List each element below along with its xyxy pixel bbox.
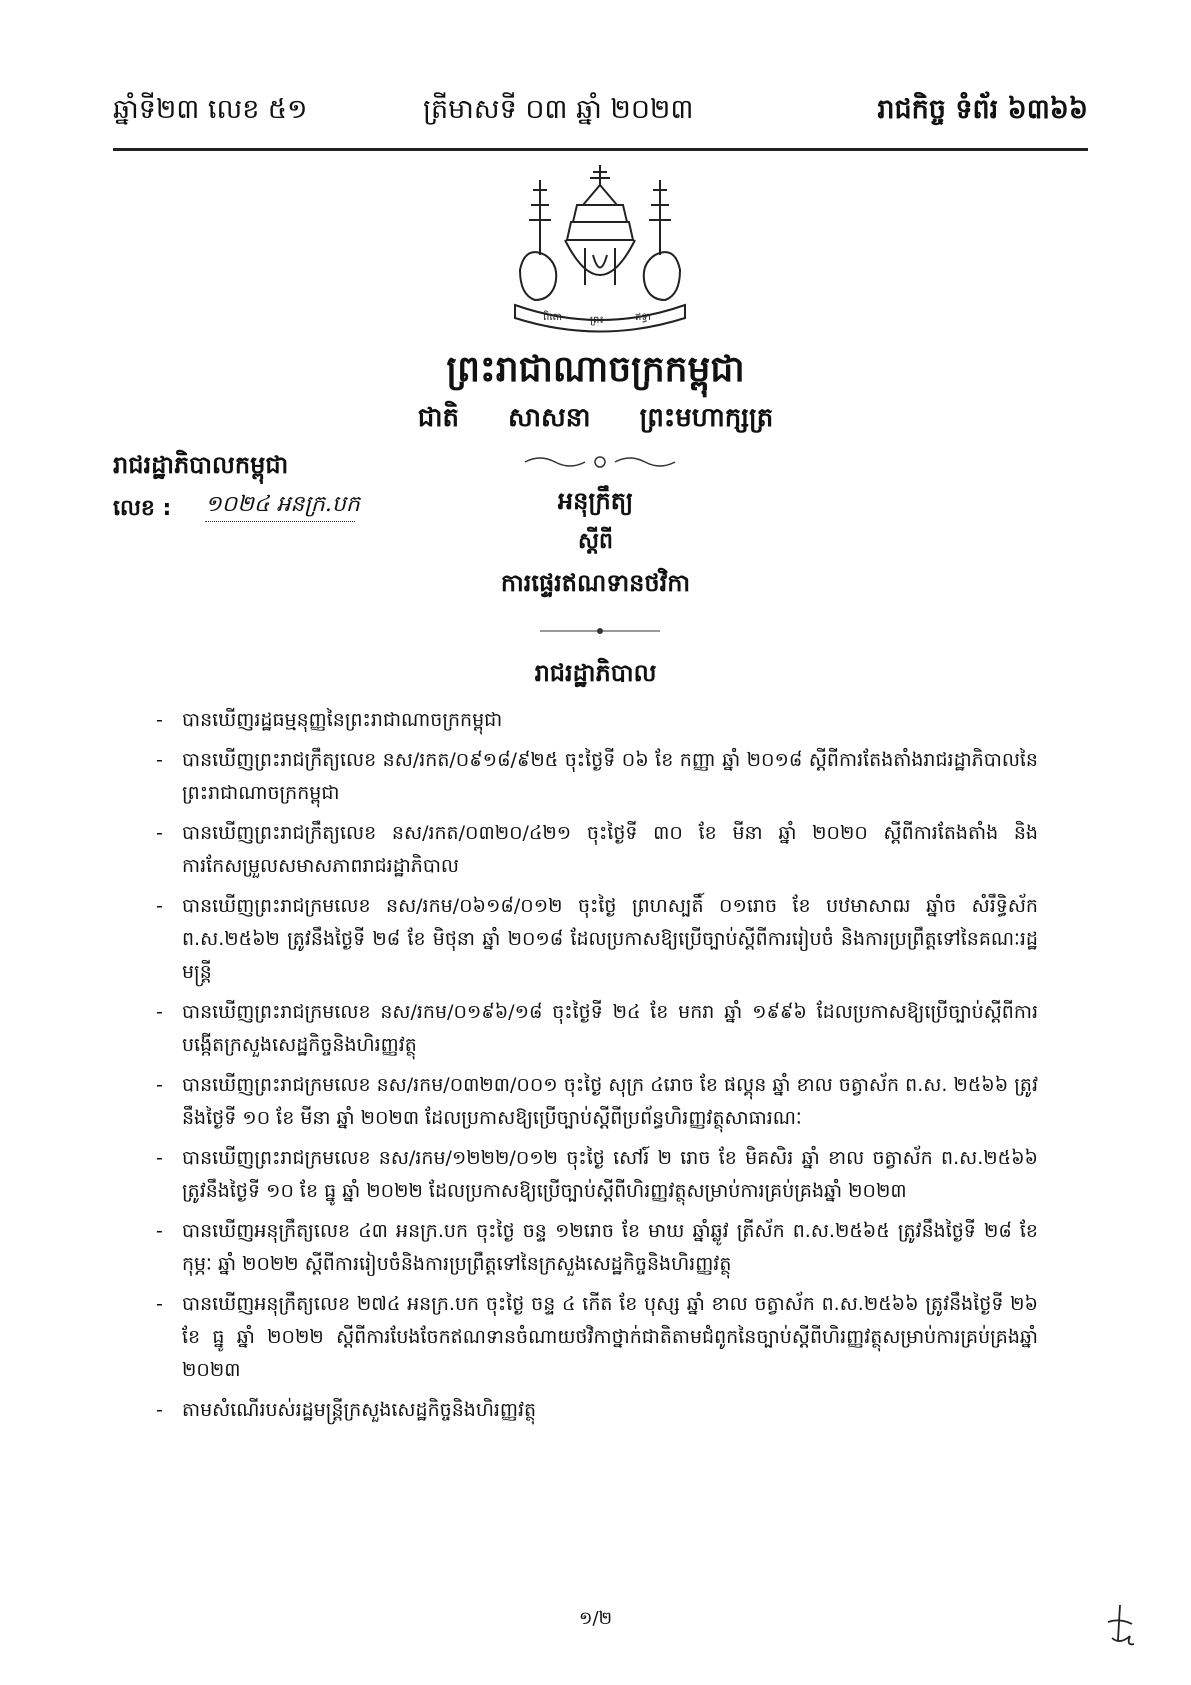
recital-item: - បានឃើញព្រះរាជក្រមលេខ នស/រកម/០៣២៣/០០១ ចុះថ្ងៃ សុក្រ ៤រោច ខែ ផល្គុន ឆ្នាំ ខាល ចត្វាស័ក ព.ស. ២៥៦៦ ត្រូវនឹងថ្ងៃទី ១០ ខែ មីនា ឆ្នាំ ២០២៣ ដែលប្រកាសឱ្យប្រើច្បាប់ស្តីពីប្រព័ន្ធហិរញ្ញវត្ថុសាធារណៈ	[150, 1069, 1038, 1135]
gazette-issue: ឆ្នាំទី២៣ លេខ ៥១	[113, 94, 308, 125]
ornament-divider-icon	[520, 452, 680, 472]
page-number: ១/២	[578, 1608, 613, 1629]
recital-item: - បានឃើញព្រះរាជក្រមលេខ នស/រកម/០១៩៦/១៨ ចុះថ្ងៃទី ២៤ ខែ មករា ឆ្នាំ ១៩៩៦ ដែលប្រកាសឱ្យប្រើច្បាប់ស្តីពីការបង្កើតក្រសួងសេដ្ឋកិច្ចនិងហិរញ្ញវត្ថុ	[150, 996, 1038, 1062]
emblem-banner-word-2: ព្រះ	[590, 315, 604, 326]
recital-item: - បានឃើញព្រះរាជក្រមលេខ នស/រកម/១២២២/០១២ ចុះថ្ងៃ សៅរ៍ ២ រោច ខែ មិគសិរ ឆ្នាំ ខាល ចត្វាស័ក ព.ស.២៥៦៦ ត្រូវនឹងថ្ងៃទី ១០ ខែ ធ្នូ ឆ្នាំ ២០២២ ដែលប្រកាសឱ្យប្រើច្បាប់ស្តីពីហិរញ្ញវត្ថុសម្រាប់ការគ្រប់គ្រងឆ្នាំ ២០២៣	[150, 1142, 1038, 1208]
motto-king: ព្រះមហាក្សត្រ	[639, 403, 774, 433]
emblem-banner-word-1: ពិតោ	[543, 312, 563, 323]
recital-item: - បានឃើញអនុក្រឹត្យលេខ ៤៣ អនក្រ.បក ចុះថ្ងៃ ចន្ទ ១២រោច ខែ មាឃ ឆ្នាំឆ្លូវ ត្រីស័ក ព.ស.២៥៦៥ ត្រូវនឹងថ្ងៃទី ២៨ ខែ កុម្ភៈ ឆ្នាំ ២០២២ ស្តីពីការរៀបចំនិងការប្រព្រឹត្តទៅនៃក្រសួងសេដ្ឋកិច្ចនិងហិរញ្ញវត្ថុ	[150, 1215, 1038, 1281]
recital-item: - បានឃើញព្រះរាជក្រឹត្យលេខ នស/រកត/០៣២០/៤២១ ចុះថ្ងៃទី ៣០ ខែ មីនា ឆ្នាំ ២០២០ ស្តីពីការតែងតាំង និងការកែសម្រួលសមាសភាពរាជរដ្ឋាភិបាល	[150, 817, 1038, 883]
gazette-quarter: ត្រីមាសទី ០៣ ឆ្នាំ ២០២៣	[423, 94, 694, 125]
small-ornament-icon	[540, 626, 660, 636]
kingdom-name: ព្រះរាជាណាចក្រកម្ពុជា	[446, 349, 745, 390]
recital-item: - បានឃើញអនុក្រឹត្យលេខ ២៧៤ អនក្រ.បក ចុះថ្ងៃ ចន្ទ ៤ កើត ខែ បុស្ស ឆ្នាំ ខាល ចត្វាស័ក ព.ស.២៥៦៦ ត្រូវនឹងថ្ងៃទី ២៦ ខែ ធ្នូ ឆ្នាំ ២០២២ ស្តីពីការបែងចែកឥណទានចំណាយថវិកាថ្នាក់ជាតិតាមជំពូកនៃច្បាប់ស្តីពីហិរញ្ញវត្ថុសម្រាប់ការគ្រប់គ្រងឆ្នាំ ២០២៣	[150, 1288, 1038, 1387]
document-about: ស្តីពី	[578, 529, 613, 554]
document-subject: ការផ្ទេរឥណទានថវិកា	[500, 569, 691, 597]
gazette-header	[113, 92, 1088, 136]
motto-religion: សាសនា	[508, 403, 591, 433]
motto-nation: ជាតិ	[417, 403, 459, 433]
document-number-label: លេខ :	[113, 496, 172, 521]
initials-signature	[1100, 1600, 1140, 1650]
document-number-underline	[205, 521, 355, 522]
header-rule	[113, 148, 1088, 151]
issuing-government: រាជរដ្ឋាភិបាលកម្ពុជា	[113, 451, 289, 479]
recital-item: - តាមសំណើរបស់រដ្ឋមន្ត្រីក្រសួងសេដ្ឋកិច្ចនិងហិរញ្ញវត្ថុ	[150, 1394, 1038, 1427]
recitals-list	[150, 704, 1038, 1434]
recital-item: - បានឃើញព្រះរាជក្រមលេខ នស/រកម/០៦១៨/០១២ ចុះថ្ងៃ ព្រហស្បតិ៍ ០១រោច ខែ បឋមាសាឍ ឆ្នាំច សំរឹទ្ធិស័ក ព.ស.២៥៦២ ត្រូវនឹងថ្ងៃទី ២៨ ខែ មិថុនា ឆ្នាំ ២០១៨ ដែលប្រកាសឱ្យប្រើច្បាប់ស្តីពីការរៀបចំ និងការប្រព្រឹត្តទៅនៃគណៈរដ្ឋមន្ត្រី	[150, 890, 1038, 989]
issuer-heading: រាជរដ្ឋាភិបាល	[534, 659, 657, 687]
recital-item: - បានឃើញព្រះរាជក្រឹត្យលេខ នស/រកត/០៩១៨/៩២៥ ចុះថ្ងៃទី ០៦ ខែ កញ្ញា ឆ្នាំ ២០១៨ ស្តីពីការតែងតាំងរាជរដ្ឋាភិបាលនៃព្រះរាជាណាចក្រកម្ពុជា	[150, 744, 1038, 810]
emblem-banner-word-3: ឥទ្ធា	[635, 312, 651, 323]
royal-coat-of-arms-icon	[505, 160, 695, 335]
national-motto	[0, 400, 1191, 436]
document-type: អនុក្រឹត្យ	[557, 487, 634, 515]
document-number-value: ១០២៤ អនក្រ.បក	[205, 492, 360, 517]
recital-item: - បានឃើញរដ្ឋធម្មនុញ្ញនៃព្រះរាជាណាចក្រកម្ពុជា	[150, 704, 1038, 737]
gazette-page: រាជកិច្ច ទំព័រ ៦៣៦៦	[877, 94, 1088, 125]
